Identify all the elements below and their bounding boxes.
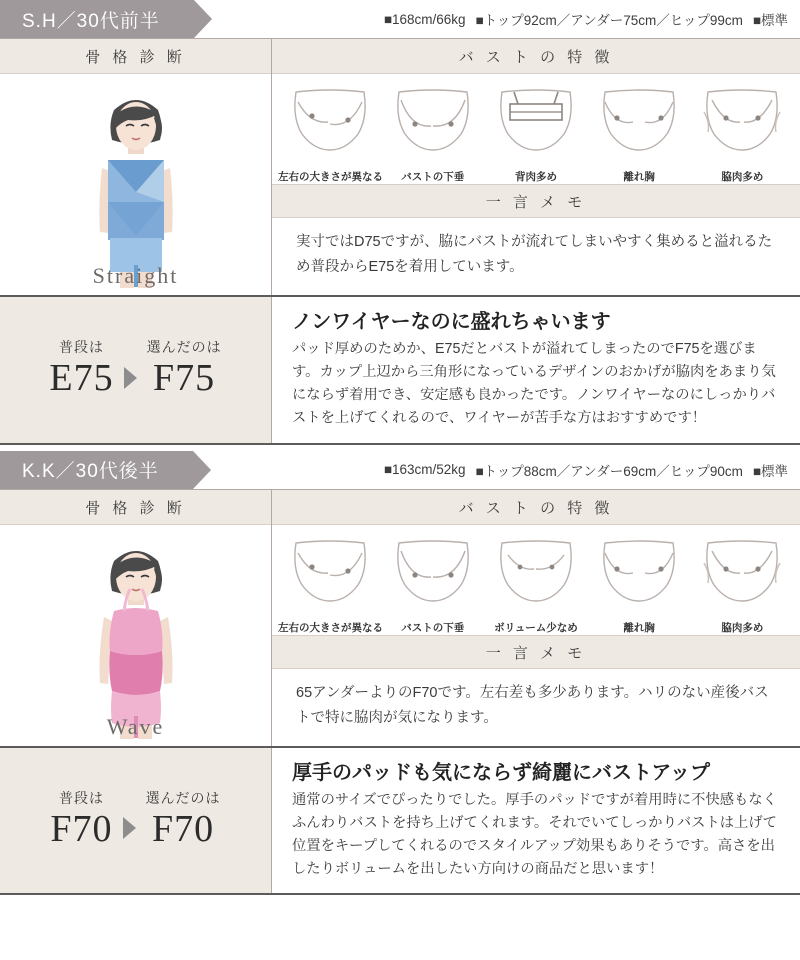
bust-feature-label: バストの下垂	[401, 621, 465, 634]
memo-title-2: 一 言 メ モ	[272, 635, 800, 669]
bust-feature-label: 脇肉多め	[721, 621, 764, 634]
bust-feature-title-1: バ ス ト の 特 徴	[272, 39, 800, 74]
chosen-size-value-1: F75	[153, 356, 216, 399]
profile-specs-2	[193, 451, 800, 489]
bust-feature-label: 離れ胸	[623, 171, 655, 183]
sagging-bust-icon	[385, 537, 481, 611]
bust-feature-item	[691, 86, 794, 184]
bust-feature-label: 左右の大きさが異なる	[278, 171, 383, 183]
wide-set-bust-icon	[591, 86, 687, 160]
profile-body-1	[0, 38, 800, 297]
body-illustration-1	[0, 74, 271, 295]
size-comparison-2	[0, 748, 272, 894]
side-fat-icon	[694, 537, 790, 611]
bust-feature-label: ボリューム少なめ	[494, 621, 578, 634]
usual-size-value-2: F70	[50, 807, 113, 850]
back-fat-icon	[488, 86, 584, 160]
usual-size-box-2	[44, 788, 118, 852]
profile-name-1: S.H／30代前半	[0, 0, 194, 38]
skeletal-diagnosis-title-1: 骨 格 診 断	[0, 39, 271, 74]
bust-feature-item	[691, 537, 794, 635]
arrow-right-icon	[123, 817, 136, 839]
bust-feature-label: 左右の大きさが異なる	[278, 621, 383, 634]
low-volume-bust-icon	[488, 537, 584, 611]
review-block-1	[272, 297, 800, 443]
body-type-label-1: Straight	[92, 263, 179, 288]
spec-build: ■標準	[752, 463, 788, 479]
chosen-size-label-1: 選んだのは	[146, 338, 222, 355]
usual-size-label-2: 普段は	[58, 789, 104, 806]
spec-height-weight: ■168cm/66kg	[383, 11, 466, 27]
side-fat-icon	[694, 86, 790, 160]
profile-header-2	[0, 451, 800, 489]
bust-feature-label: 離れ胸	[623, 621, 655, 634]
spec-measurements: ■トップ88cm／アンダー69cm／ヒップ90cm	[475, 463, 743, 479]
chosen-size-box-1	[141, 337, 228, 401]
skeletal-diagnosis-column-1	[0, 39, 272, 295]
body-type-label-2: Wave	[106, 713, 165, 739]
size-comparison-1	[0, 297, 272, 443]
skeletal-diagnosis-column-2	[0, 490, 272, 746]
bust-feature-icons-2	[272, 525, 800, 635]
bust-feature-item	[381, 86, 484, 184]
profile-body-2	[0, 489, 800, 748]
size-and-review-2	[0, 748, 800, 896]
bust-feature-title-2: バ ス ト の 特 徴	[272, 490, 800, 525]
bust-feature-column-2	[272, 490, 800, 746]
bust-feature-item	[381, 537, 484, 635]
review-block-2	[272, 748, 800, 894]
body-illustration-2	[0, 525, 271, 746]
bust-feature-label: バストの下垂	[401, 171, 465, 183]
memo-title-1: 一 言 メ モ	[272, 184, 800, 218]
wide-set-bust-icon	[591, 537, 687, 611]
bust-feature-label: 脇肉多め	[721, 171, 764, 183]
arrow-right-icon	[124, 367, 137, 389]
review-title-2: 厚手のパッドも気にならず綺麗にバストアップ	[292, 761, 710, 784]
size-and-review-1	[0, 297, 800, 445]
bust-feature-label: 背肉多め	[514, 171, 557, 183]
profile-header-1	[0, 0, 800, 38]
usual-size-box-1	[43, 337, 119, 401]
usual-size-label-1: 普段は	[59, 338, 104, 355]
uneven-bust-icon	[282, 537, 378, 611]
review-title-1: ノンワイヤーなのに盛れちゃいます	[292, 311, 611, 333]
bust-feature-item	[278, 537, 381, 635]
bust-feature-icons-1	[272, 74, 800, 184]
spec-build: ■標準	[752, 13, 788, 28]
bust-feature-item	[278, 86, 381, 184]
sagging-bust-icon	[385, 86, 481, 160]
bust-feature-item	[484, 86, 587, 184]
spec-height-weight: ■163cm/52kg	[383, 462, 466, 478]
memo-text-1: 実寸ではD75ですが、脇にバストが流れてしまいやすく集めると溢れるため普段からE75を着用しています。	[296, 234, 773, 275]
chosen-size-label-2: 選んだのは	[145, 789, 221, 806]
bust-feature-item	[588, 537, 691, 635]
bust-feature-item	[484, 537, 587, 635]
skeletal-diagnosis-title-2: 骨 格 診 断	[0, 490, 271, 525]
chosen-size-value-2: F70	[151, 807, 215, 850]
usual-size-value-1: E75	[49, 356, 114, 399]
uneven-bust-icon	[282, 86, 378, 160]
chosen-size-box-2	[140, 788, 227, 852]
profile-card-1	[0, 0, 800, 445]
spec-measurements: ■トップ92cm／アンダー75cm／ヒップ99cm	[475, 13, 743, 28]
review-body-2: 通常のサイズでぴったりでした。厚手のパッドですが着用時に不快感もなくふんわりバストを持ち上げてくれます。それでいてしっかりバストは上げて位置をキープしてくれるのでスタイルアップ効果もありそうです。高さを出したりボリュームを出したい方向けの商品だと思います！	[292, 791, 777, 878]
profile-specs-1	[194, 0, 800, 38]
bust-feature-column-1	[272, 39, 800, 295]
bust-feature-item	[588, 86, 691, 184]
review-body-1: パッド厚めのためか、E75だとバストが溢れてしまったのでF75を選びます。カップ上辺から三角形になっているデザインのおかげが脇肉をあまり気にならず着用でき、安定感も良かったです。ノンワイヤーなのにしっかりバストを上げてくれるので、ワイヤーが苦手な方はおすすめです！	[292, 341, 776, 427]
memo-text-2: 65アンダーよりのF70です。左右差も多少あります。ハリのない産後バストで特に脇肉が気になります。	[296, 684, 769, 726]
profile-card-2	[0, 451, 800, 896]
profile-name-2: K.K／30代後半	[0, 451, 193, 489]
